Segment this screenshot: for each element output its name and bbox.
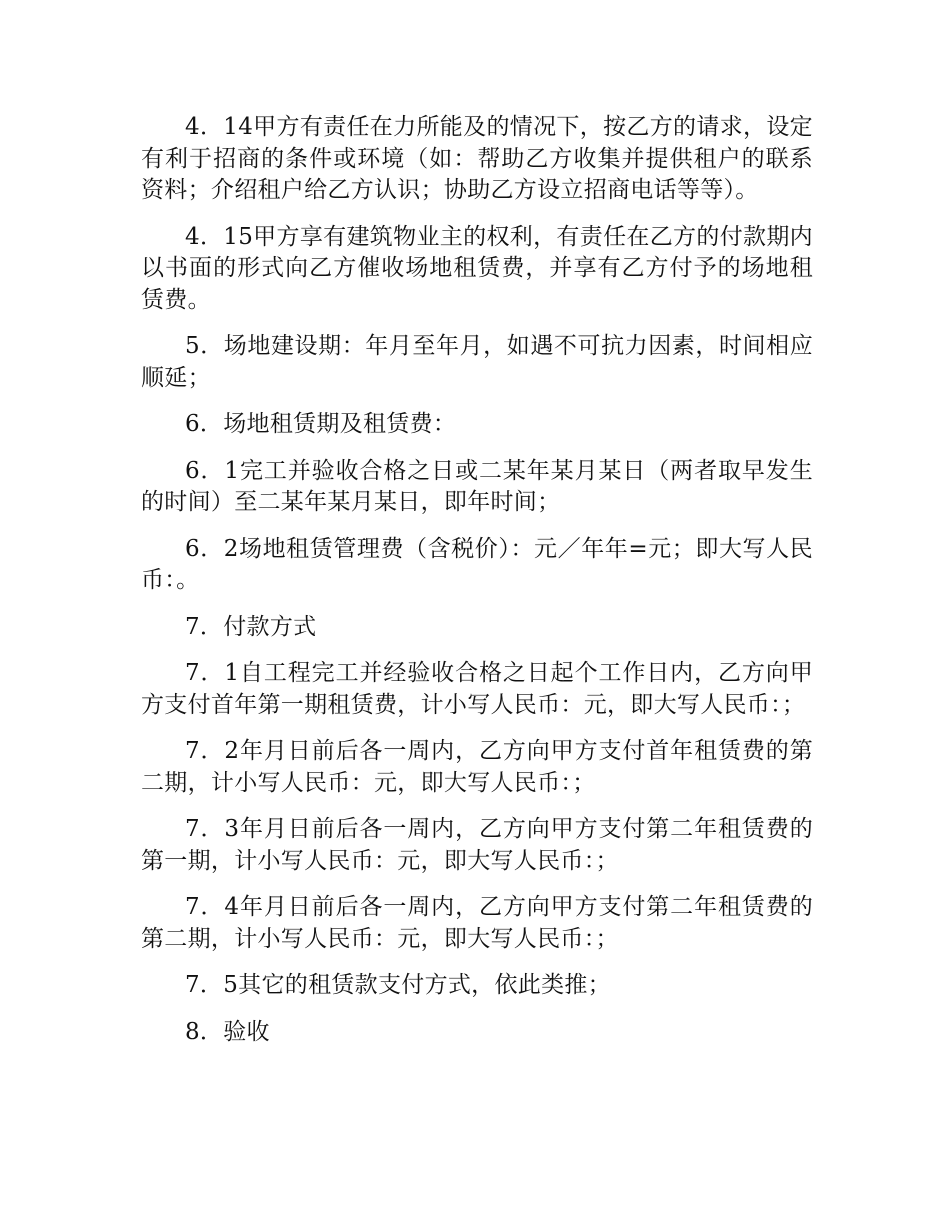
clause-6-1: 6．1完工并验收合格之日或二某年某月某日（两者取早发生的时间）至二某年某月某日，即年时间；	[141, 457, 813, 515]
clause-7-3: 7．3年月日前后各一周内，乙方向甲方支付第二年租赁费的第一期，计小写人民币：元，即大写人民币：；	[141, 816, 813, 874]
clause-4-15: 4．15甲方享有建筑物业主的权利，有责任在乙方的付款期内以书面的形式向乙方催收场地租赁费，并享有乙方付予的场地租赁费。	[141, 223, 813, 313]
clause-8: 8．验收	[185, 1018, 270, 1045]
clause-7-2: 7．2年月日前后各一周内，乙方向甲方支付首年租赁费的第二期，计小写人民币：元，即大写人民币：；	[141, 738, 813, 796]
clause-7-4: 7．4年月日前后各一周内，乙方向甲方支付第二年租赁费的第二期，计小写人民币：元，即大写人民币：；	[141, 894, 813, 952]
clause-6: 6．场地租赁期及租赁费：	[185, 411, 457, 437]
clause-7: 7．付款方式	[185, 613, 317, 640]
clause-5: 5．场地建设期：年月至年月，如遇不可抗力因素，时间相应顺延；	[141, 333, 813, 391]
clause-7-1: 7．1自工程完工并经验收合格之日起个工作日内，乙方向甲方支付首年第一期租赁费，计小写人民币：元，即大写人民币：；	[141, 660, 813, 718]
clause-4-14: 4．14甲方有责任在力所能及的情况下，按乙方的请求，设定有利于招商的条件或环境（如：帮助乙方收集并提供租户的联系资料；介绍租户给乙方认识；协助乙方设立招商电话等等）。	[141, 114, 813, 203]
clause-7-5: 7．5其它的租赁款支付方式，依此类推；	[185, 972, 611, 998]
document-page	[141, 112, 813, 1063]
clause-6-2: 6．2场地租赁管理费（含税价）：元／年年=元；即大写人民币：。	[141, 535, 813, 593]
